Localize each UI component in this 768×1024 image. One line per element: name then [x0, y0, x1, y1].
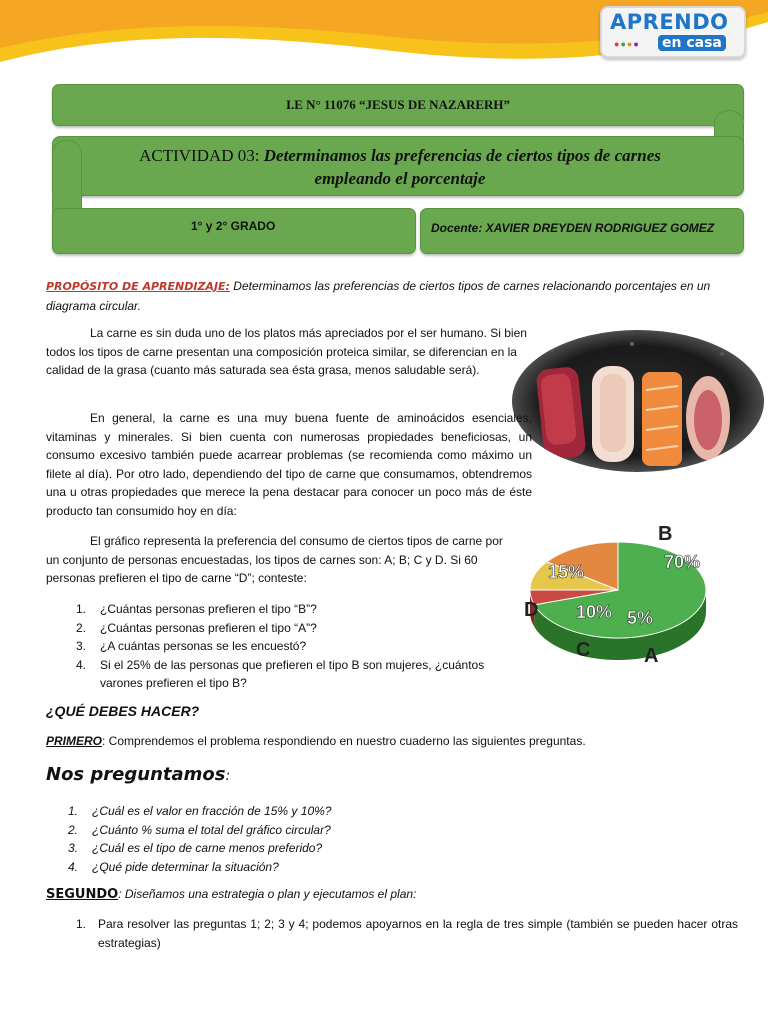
question-list	[76, 600, 516, 693]
primero-text: : Comprendemos el problema respondiendo en nuestro cuaderno las siguientes preguntas.	[102, 734, 586, 748]
question-text: ¿Cuántas personas prefieren el tipo “A”?	[100, 620, 317, 635]
intro-paragraph-2	[46, 409, 532, 520]
list-number: 4.	[76, 657, 87, 672]
meat-photo	[512, 330, 764, 472]
purpose-text: Determinamos las preferencias de ciertos tipos de carnes relacionando porcentajes en un diagrama circular.	[46, 279, 711, 313]
pie-value-label-A: 5%	[626, 608, 654, 628]
reflection-question-list	[68, 802, 668, 876]
list-number: 3.	[68, 841, 79, 855]
teacher-label: Docente: XAVIER DREYDEN RODRIGUEZ GOMEZ	[431, 221, 715, 235]
list-number: 4.	[68, 859, 79, 874]
list-item	[76, 915, 738, 952]
pie-category-label-B: B	[658, 523, 673, 545]
learning-purpose	[46, 277, 746, 315]
list-item	[76, 619, 516, 638]
question-text: ¿Cuántas personas prefieren el tipo “B”?	[100, 602, 317, 616]
activity-number: ACTIVIDAD 03:	[139, 146, 260, 165]
pie-value-label-C: 10%	[575, 602, 613, 622]
list-item	[68, 802, 668, 821]
pie-chart-svg	[514, 522, 712, 680]
meat-illustration	[512, 330, 764, 472]
pie-chart	[514, 522, 712, 680]
intro-paragraph-3	[46, 532, 506, 588]
list-number: 1.	[68, 804, 79, 818]
grade-banner	[52, 208, 416, 254]
purpose-label: PROPÓSITO DE APRENDIZAJE:	[46, 280, 230, 293]
question-text: ¿Qué pide determinar la situación?	[92, 859, 279, 874]
question-text: ¿A cuántas personas se les encuestó?	[100, 639, 307, 653]
school-banner	[52, 84, 744, 126]
nos-title: Nos preguntamos	[46, 764, 226, 785]
strategy-steps	[76, 915, 738, 952]
list-number: 2.	[68, 822, 79, 837]
logo-dots: ●●●●	[614, 39, 640, 49]
intro-paragraph-1	[46, 324, 546, 380]
question-text: Si el 25% de las personas que prefieren el tipo B son mujeres, ¿cuántos varones prefieren el tipo B?	[100, 657, 485, 690]
teacher-banner	[420, 208, 744, 254]
question-text: ¿Cuánto % suma el total del gráfico circular?	[92, 822, 331, 837]
pie-value-label-D: 15%	[547, 562, 585, 582]
grade-label: 1° y 2° GRADO	[191, 219, 276, 233]
step-primero	[46, 732, 746, 751]
list-number: 1.	[76, 602, 87, 616]
activity-description: Determinamos las preferencias de ciertos tipos de carnes empleando el porcentaje	[263, 146, 661, 188]
nos-colon: :	[225, 768, 231, 784]
segundo-text: : Diseñamos una estrategia o plan y ejecutamos el plan:	[118, 887, 417, 901]
list-number: 1.	[76, 917, 87, 931]
aprendo-en-casa-logo	[600, 6, 746, 58]
logo-subtitle: en casa	[658, 35, 726, 51]
paragraph-2-text: En general, la carne es una muy buena fuente de aminoácidos esenciales, vitaminas y minerales. Si bien cuenta con numerosas propiedades beneficiosas, un consumo excesivo también puede acarrear problemas (se recomienda como máximo un filete al día). Por otro lado, dependiendo del tipo de carne que consumamos, obtendremos una u otras propiedades que merece la pena destacar para conocer un poco más de éste producto tan consumido hoy en día:	[46, 411, 532, 518]
primero-label: PRIMERO	[46, 734, 103, 748]
pie-category-label-C: C	[576, 639, 591, 661]
logo-title: APRENDO	[610, 10, 729, 34]
list-item	[76, 637, 516, 656]
list-item	[68, 858, 668, 877]
activity-title	[100, 144, 700, 190]
list-item	[68, 839, 668, 858]
pie-category-label-A: A	[644, 645, 659, 667]
pie-value-label-B: 70%	[663, 552, 701, 572]
step-text: Para resolver las preguntas 1; 2; 3 y 4; podemos apoyarnos en la regla de tres simple (también se pueden hacer otras estrategias)	[98, 917, 738, 950]
paragraph-1-text: La carne es sin duda uno de los platos más apreciados por el ser humano. Si bien todos los tipos de carne presentan una composición proteica similar, se diferencian en la calidad de la grasa (cuanto más saturada sea ésta grasa, menos saludable será).	[46, 326, 527, 377]
segundo-label: SEGUNDO	[46, 887, 119, 902]
list-number: 3.	[76, 639, 87, 653]
step-segundo	[46, 885, 746, 905]
school-name: I.E N° 11076 “JESUS DE NAZARERH”	[285, 97, 511, 112]
list-number: 2.	[76, 620, 87, 635]
list-item	[76, 656, 516, 693]
pie-category-label-D: D	[524, 599, 539, 621]
section-heading-que-hacer: ¿QUÉ DEBES HACER?	[46, 703, 200, 719]
question-text: ¿Cuál es el valor en fracción de 15% y 10%?	[92, 804, 332, 818]
list-item	[68, 821, 668, 840]
nos-preguntamos-heading	[46, 764, 230, 785]
question-text: ¿Cuál es el tipo de carne menos preferido?	[92, 841, 323, 855]
list-item	[76, 600, 516, 619]
paragraph-3-text: El gráfico representa la preferencia del consumo de ciertos tipos de carne por un conjunto de personas encuestadas, los tipos de carnes son: A; B; C y D. Si 60 personas prefieren el tipo de carne “D”; conteste:	[46, 534, 503, 585]
